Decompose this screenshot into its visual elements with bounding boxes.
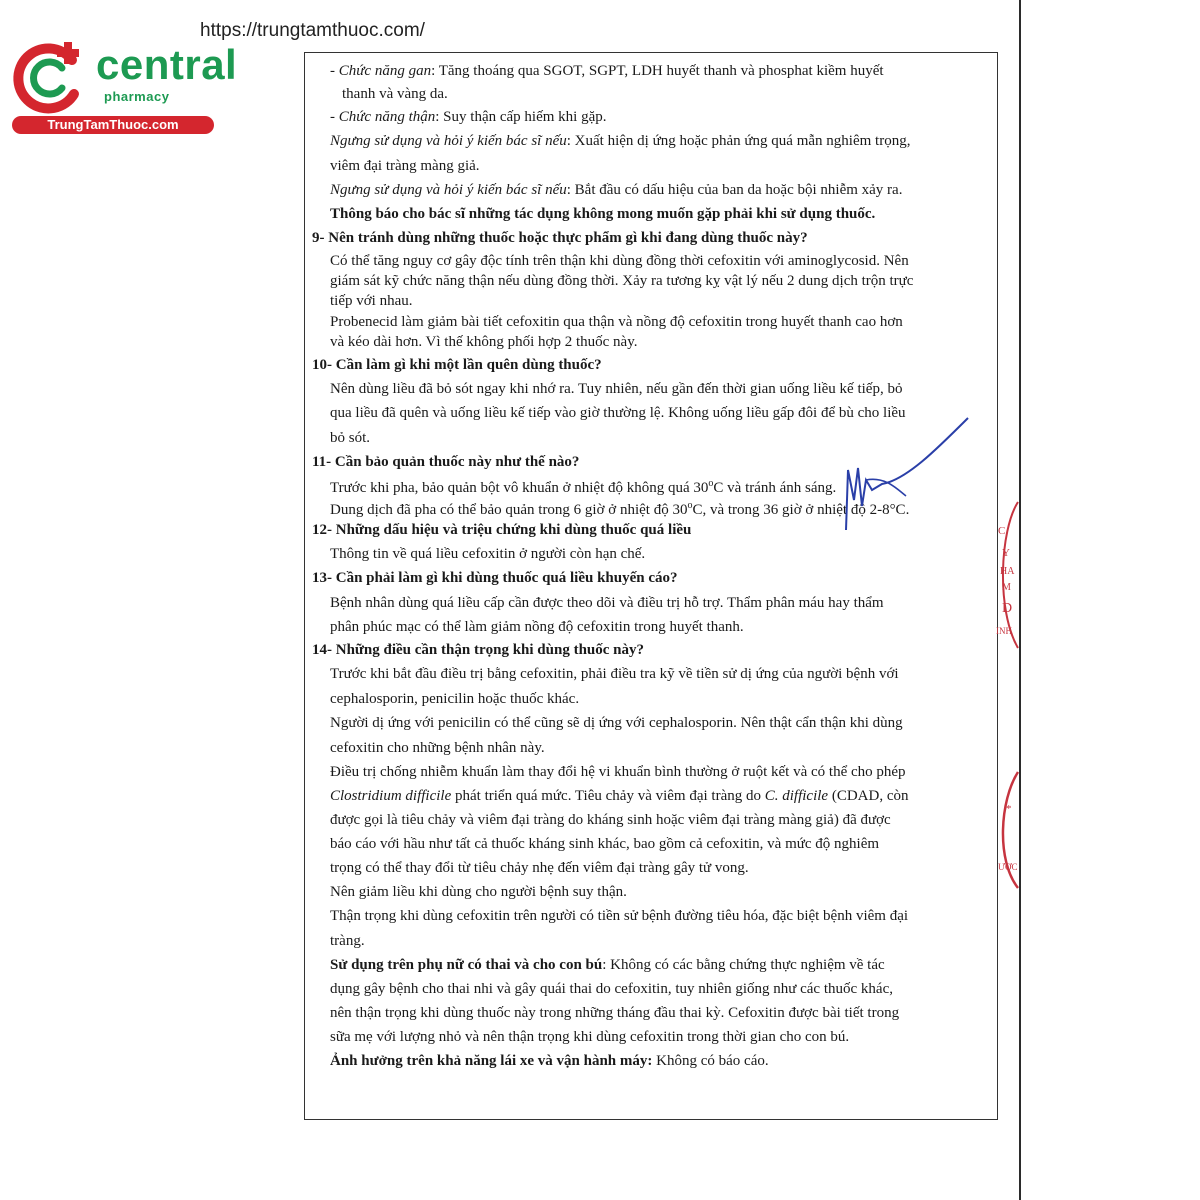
italic-term: C. difficile (764, 788, 829, 804)
italic-term: Ngưng sử dụng và hỏi ý kiến bác sĩ nếu (330, 182, 567, 198)
doc-line: sữa mẹ với lượng nhỏ và nên thận trọng khi dùng cefoxitin trong thời gian cho con bú. (330, 1029, 850, 1045)
doc-line (330, 180, 902, 200)
doc-line (330, 107, 606, 127)
doc-line (330, 496, 909, 520)
doc-line (330, 474, 836, 498)
doc-line: dụng gây bệnh cho thai nhi và gây quái thai do cefoxitin, tuy nhiên giống như các thuốc khác, (330, 981, 893, 997)
section-heading: 12- Những dấu hiệu và triệu chứng khi dùng thuốc quá liều (312, 522, 692, 538)
stamp-text: C. (998, 525, 1009, 537)
text: C và tránh ánh sáng. (713, 480, 837, 496)
text: Trước khi pha, bảo quản bột vô khuẩn ở nhiệt độ không quá 30 (330, 480, 709, 496)
doc-line: Thận trọng khi dùng cefoxitin trên người có tiền sử bệnh đường tiêu hóa, đặc biệt bệnh viêm đại (330, 908, 909, 924)
bullet: - (330, 63, 339, 79)
text: : Suy thận cấp hiếm khi gặp. (435, 109, 607, 125)
bullet: - (330, 109, 339, 125)
doc-line (330, 1051, 769, 1071)
doc-line: giám sát kỹ chức năng thận nếu dùng đồng thời. Xảy ra tương kỵ vật lý nếu 2 dung dịch trộn trực (330, 273, 914, 289)
doc-line: Bệnh nhân dùng quá liều cấp cần được theo dõi và điều trị hỗ trợ. Thẩm phân máu hay thẩm (330, 595, 884, 611)
brand-logo (8, 36, 238, 136)
doc-line (330, 955, 885, 975)
italic-term: Ngưng sử dụng và hỏi ý kiến bác sĩ nếu (330, 133, 567, 149)
stamp-text: HA (1000, 566, 1015, 577)
section-heading: 9- Nên tránh dùng những thuốc hoặc thực phẩm gì khi đang dùng thuốc này? (312, 230, 808, 246)
text: : Tăng thoáng qua SGOT, SGPT, LDH huyết thanh và phosphat kiềm huyết (431, 63, 884, 79)
doc-line: Trước khi bắt đầu điều trị bằng cefoxitin, phải điều tra kỹ về tiền sử dị ứng của người bệnh với (330, 666, 899, 682)
doc-line: qua liều đã quên và uống liều kế tiếp vào giờ thường lệ. Không uống liều gấp đôi để bù cho liều (330, 405, 906, 421)
italic-term: Chức năng gan (338, 63, 432, 79)
italic-term: Clostridium difficile (330, 788, 452, 804)
doc-line: Nên dùng liều đã bỏ sót ngay khi nhớ ra. Tuy nhiên, nếu gần đến thời gian uống liều kế tiếp, bỏ (330, 381, 903, 397)
doc-line: trọng có thể thay đổi từ tiêu chảy nhẹ đến viêm đại tràng gây tử vong. (330, 860, 749, 876)
logo-site-banner: TrungTamThuoc.com (12, 116, 214, 134)
section-heading: 11- Cần bảo quản thuốc này như thế nào? (312, 454, 580, 470)
source-url: https://trungtamthuoc.com/ (200, 20, 425, 41)
logo-brand-name: central (96, 41, 238, 88)
doc-line: cefoxitin cho những bệnh nhân này. (330, 740, 545, 756)
doc-line: bỏ sót. (330, 430, 371, 446)
red-stamp-fragment-icon (992, 770, 1020, 890)
central-pharmacy-logo-icon (12, 38, 90, 118)
text: Không có báo cáo. (652, 1053, 769, 1069)
doc-line: báo cáo với hầu như tất cả thuốc kháng sinh khác, bao gồm cả cefoxitin, và mức độ nghiêm (330, 836, 880, 852)
handwritten-signature (836, 410, 976, 540)
doc-line: tràng. (330, 933, 365, 949)
logo-subtitle: pharmacy (104, 89, 170, 104)
section-heading: 14- Những điều cần thận trọng khi dùng thuốc này? (312, 642, 645, 658)
stamp-text: D (1002, 601, 1013, 616)
doc-line: Probenecid làm giảm bài tiết cefoxitin qua thận và nồng độ cefoxitin trong huyết thanh cao hơn (330, 314, 903, 330)
text: C, và trong 36 giờ ở nhiệt độ 2-8°C. (692, 502, 910, 518)
stamp-text: M (1002, 582, 1011, 593)
stamp-text: Y (1002, 547, 1010, 559)
superscript-degree: o (708, 478, 714, 489)
doc-line: Thông tin về quá liều cefoxitin ở người còn hạn chế. (330, 546, 646, 562)
section-heading: 13- Cần phải làm gì khi dùng thuốc quá liều khuyến cáo? (312, 570, 678, 586)
doc-line: Có thể tăng nguy cơ gây độc tính trên thận khi dùng đồng thời cefoxitin với aminoglycosid. Nên (330, 253, 909, 269)
italic-term: Chức năng thận (338, 109, 436, 125)
superscript-degree: o (687, 500, 693, 511)
text: Dung dịch đã pha có thể bảo quản trong 6 giờ ở nhiệt độ 30 (330, 502, 688, 518)
doc-line: tiếp với nhau. (330, 293, 413, 309)
doc-line: nên thận trọng khi dùng thuốc này trong những tháng đầu thai kỳ. Cefoxitin được bài tiết trong (330, 1005, 900, 1021)
doc-line: thanh và vàng da. (342, 86, 448, 102)
text: phát triển quá mức. Tiêu chảy và viêm đại tràng do (451, 788, 765, 804)
doc-line: cephalosporin, penicilin hoặc thuốc khác. (330, 691, 580, 707)
stamp-text: INH (996, 626, 1012, 636)
doc-line (330, 786, 908, 806)
bold-term: Sử dụng trên phụ nữ có thai và cho con bú (330, 957, 603, 973)
doc-line: Điều trị chống nhiễm khuẩn làm thay đổi hệ vi khuẩn bình thường ở ruột kết và có thể cho phép (330, 764, 906, 780)
red-stamp-fragment-icon (990, 500, 1020, 650)
stamp-text: ƯỢC (998, 862, 1018, 872)
doc-line (330, 131, 910, 151)
bold-term: Ảnh hưởng trên khả năng lái xe và vận hành máy: (330, 1053, 653, 1069)
doc-line: phân phúc mạc có thể làm giảm nồng độ cefoxitin trong huyết thanh. (330, 619, 744, 635)
svg-text:*: * (1006, 803, 1012, 815)
doc-line: Nên giảm liều khi dùng cho người bệnh suy thận. (330, 884, 627, 900)
doc-line: Người dị ứng với penicilin có thể cũng sẽ dị ứng với cephalosporin. Nên thật cẩn thận khi dùng (330, 715, 903, 731)
section-heading: 10- Cần làm gì khi một lần quên dùng thuốc? (312, 357, 602, 373)
text: : Bắt đầu có dấu hiệu của ban da hoặc bội nhiễm xảy ra. (566, 182, 903, 198)
text: : Không có các bằng chứng thực nghiệm về tác (602, 957, 885, 973)
text: (CDAD, còn (828, 788, 909, 804)
doc-line (330, 61, 884, 81)
text: : Xuất hiện dị ứng hoặc phản ứng quá mẫn nghiêm trọng, (566, 133, 911, 149)
doc-line: và kéo dài hơn. Vì thế không phối hợp 2 thuốc này. (330, 334, 638, 350)
doc-line: được gọi là tiêu chảy và viêm đại tràng do kháng sinh hoặc viêm đại tràng màng giả) đã được (330, 812, 891, 828)
doc-line: viêm đại tràng màng giả. (330, 158, 480, 174)
doc-line: Thông báo cho bác sĩ những tác dụng không mong muốn gặp phải khi sử dụng thuốc. (330, 206, 876, 222)
